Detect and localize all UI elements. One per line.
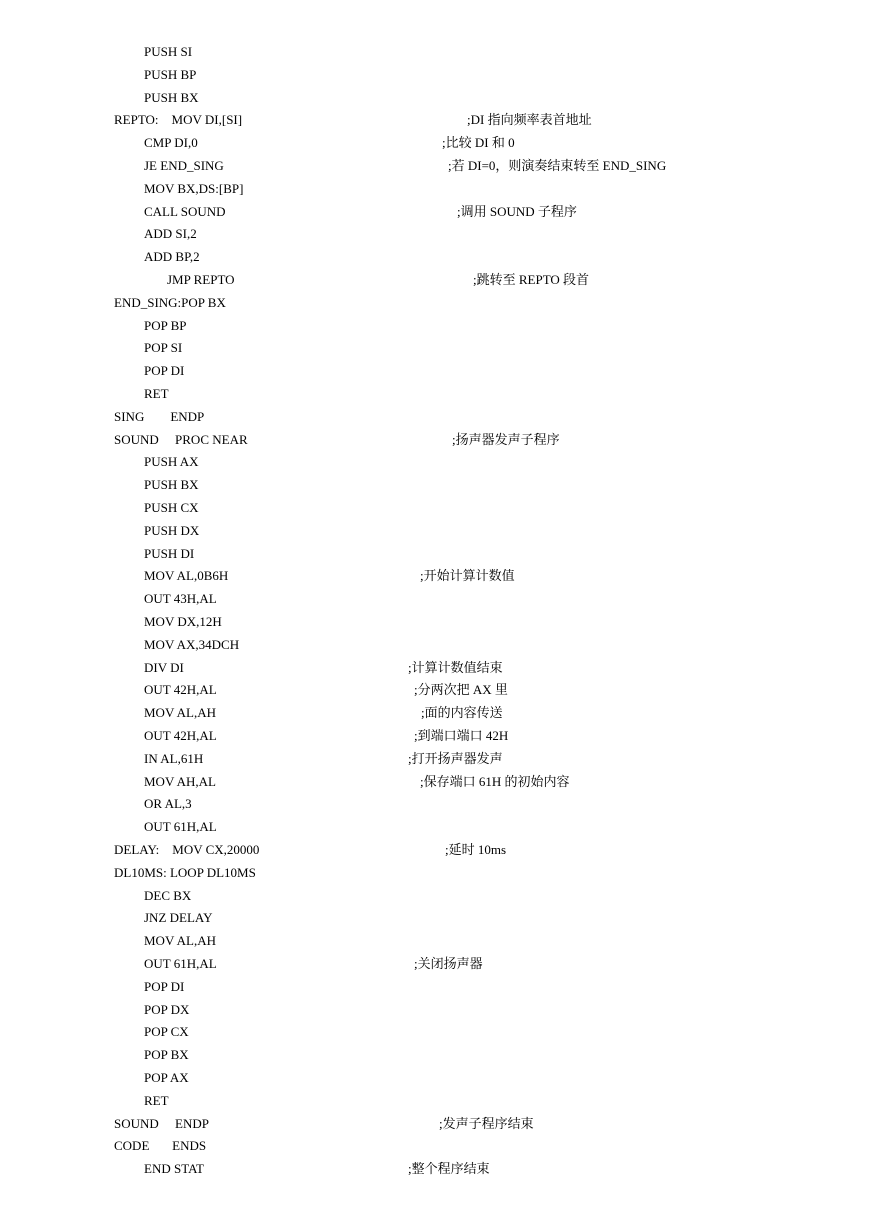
code-instruction: PUSH BX xyxy=(144,477,199,493)
code-line xyxy=(0,816,869,838)
code-line xyxy=(0,109,869,131)
code-instruction: IN AL,61H xyxy=(144,750,204,766)
code-comment: ;比较 DI 和 0 xyxy=(442,135,515,151)
code-instruction: ADD SI,2 xyxy=(144,226,197,242)
code-line xyxy=(0,565,869,587)
code-line xyxy=(0,543,869,565)
code-instruction: END_SING:POP BX xyxy=(114,294,226,310)
code-line xyxy=(0,269,869,291)
code-instruction: POP SI xyxy=(144,340,183,356)
code-comment: ;跳转至 REPTO 段首 xyxy=(473,272,590,287)
code-instruction: JNZ DELAY xyxy=(144,910,213,926)
code-comment: ;面的内容传送 xyxy=(421,705,503,721)
code-instruction: END STAT xyxy=(144,1161,204,1177)
code-instruction: PUSH BP xyxy=(144,66,197,82)
code-line xyxy=(0,132,869,154)
code-instruction: CALL SOUND xyxy=(144,203,226,219)
code-comment: ;计算计数值结束 xyxy=(408,659,503,675)
code-line xyxy=(0,520,869,542)
code-line xyxy=(0,634,869,656)
code-line xyxy=(0,497,869,519)
code-line xyxy=(0,862,869,884)
code-line xyxy=(0,1067,869,1089)
code-line xyxy=(0,360,869,382)
code-line xyxy=(0,474,869,496)
code-line xyxy=(0,1090,869,1112)
code-line xyxy=(0,725,869,747)
code-instruction: DEC BX xyxy=(144,887,192,903)
code-line xyxy=(0,793,869,815)
code-line xyxy=(0,1021,869,1043)
code-comment: ;延时 10ms xyxy=(445,842,507,857)
code-comment: ;打开扬声器发声 xyxy=(408,750,503,766)
code-instruction: PUSH BX xyxy=(144,89,199,105)
code-line xyxy=(0,930,869,952)
code-instruction: OUT 43H,AL xyxy=(144,591,217,607)
code-instruction: PUSH CX xyxy=(144,500,199,515)
code-instruction: SING ENDP xyxy=(114,408,205,424)
code-comment: ;DI 指向频率表首地址 xyxy=(467,112,592,128)
code-instruction: MOV BX,DS:[BP] xyxy=(144,180,244,196)
code-instruction: PUSH DX xyxy=(144,522,200,538)
code-instruction: CODE ENDS xyxy=(114,1138,207,1154)
code-line xyxy=(0,64,869,86)
code-comment: ;调用 SOUND 子程序 xyxy=(457,203,577,219)
code-line xyxy=(0,679,869,701)
code-instruction: OUT 42H,AL xyxy=(144,682,217,698)
code-instruction: RET xyxy=(144,1092,169,1108)
code-line xyxy=(0,383,869,405)
code-line xyxy=(0,155,869,177)
code-instruction: MOV AL,AH xyxy=(144,933,216,949)
code-instruction: OUT 42H,AL xyxy=(144,728,217,743)
code-comment: ;发声子程序结束 xyxy=(439,1115,534,1131)
code-instruction: POP AX xyxy=(144,1070,189,1085)
code-instruction: MOV DX,12H xyxy=(144,614,222,629)
code-line xyxy=(0,178,869,200)
code-instruction: POP DI xyxy=(144,978,185,994)
code-comment: ;若 DI=0，则演奏结束转至 END_SING xyxy=(448,158,667,173)
code-instruction: MOV AL,AH xyxy=(144,705,216,721)
code-instruction: DL10MS: LOOP DL10MS xyxy=(114,864,256,880)
code-instruction: POP BP xyxy=(144,317,187,333)
code-line xyxy=(0,223,869,245)
code-instruction: RET xyxy=(144,386,169,401)
code-instruction: MOV AX,34DCH xyxy=(144,636,240,652)
code-comment: ;到端口端口 42H xyxy=(414,728,509,743)
code-line xyxy=(0,611,869,633)
code-line xyxy=(0,953,869,975)
code-line xyxy=(0,292,869,314)
code-instruction: POP CX xyxy=(144,1024,189,1040)
code-line xyxy=(0,1158,869,1180)
code-comment: ;整个程序结束 xyxy=(408,1161,490,1177)
code-instruction: POP DX xyxy=(144,1001,190,1017)
code-comment: ;保存端口 61H 的初始内容 xyxy=(420,773,570,789)
code-line xyxy=(0,337,869,359)
code-line xyxy=(0,885,869,907)
code-line xyxy=(0,588,869,610)
code-line xyxy=(0,702,869,724)
code-instruction: ADD BP,2 xyxy=(144,249,200,265)
code-line xyxy=(0,907,869,929)
code-instruction: MOV AL,0B6H xyxy=(144,568,229,584)
code-instruction: JMP REPTO xyxy=(167,272,235,287)
code-comment: ;开始计算计数值 xyxy=(420,568,515,584)
code-comment: ;扬声器发声子程序 xyxy=(452,431,560,447)
code-line xyxy=(0,87,869,109)
code-instruction: POP BX xyxy=(144,1047,189,1063)
code-instruction: CMP DI,0 xyxy=(144,135,198,151)
code-line xyxy=(0,1113,869,1135)
code-line xyxy=(0,976,869,998)
code-line xyxy=(0,406,869,428)
code-line xyxy=(0,41,869,63)
code-line xyxy=(0,315,869,337)
code-instruction: JE END_SING xyxy=(144,158,224,173)
code-line xyxy=(0,999,869,1021)
code-instruction: PUSH SI xyxy=(144,44,193,59)
code-instruction: OUT 61H,AL xyxy=(144,819,217,835)
code-instruction: MOV AH,AL xyxy=(144,773,216,789)
code-line xyxy=(0,748,869,770)
code-line xyxy=(0,1044,869,1066)
code-line xyxy=(0,451,869,473)
code-line xyxy=(0,839,869,861)
code-instruction: SOUND ENDP xyxy=(114,1115,209,1131)
code-line xyxy=(0,657,869,679)
code-instruction: PUSH DI xyxy=(144,545,195,561)
code-line xyxy=(0,1135,869,1157)
code-instruction: DIV DI xyxy=(144,659,184,675)
code-instruction: POP DI xyxy=(144,363,185,379)
code-instruction: PUSH AX xyxy=(144,454,199,470)
code-instruction: OR AL,3 xyxy=(144,796,192,812)
code-instruction: SOUND PROC NEAR xyxy=(114,431,248,447)
code-line xyxy=(0,246,869,268)
code-line xyxy=(0,201,869,223)
code-instruction: DELAY: MOV CX,20000 xyxy=(114,842,260,857)
code-instruction: REPTO: MOV DI,[SI] xyxy=(114,112,243,128)
code-line xyxy=(0,429,869,451)
code-comment: ;分两次把 AX 里 xyxy=(414,682,508,698)
code-line xyxy=(0,771,869,793)
code-instruction: OUT 61H,AL xyxy=(144,956,217,971)
code-comment: ;关闭扬声器 xyxy=(414,956,483,971)
